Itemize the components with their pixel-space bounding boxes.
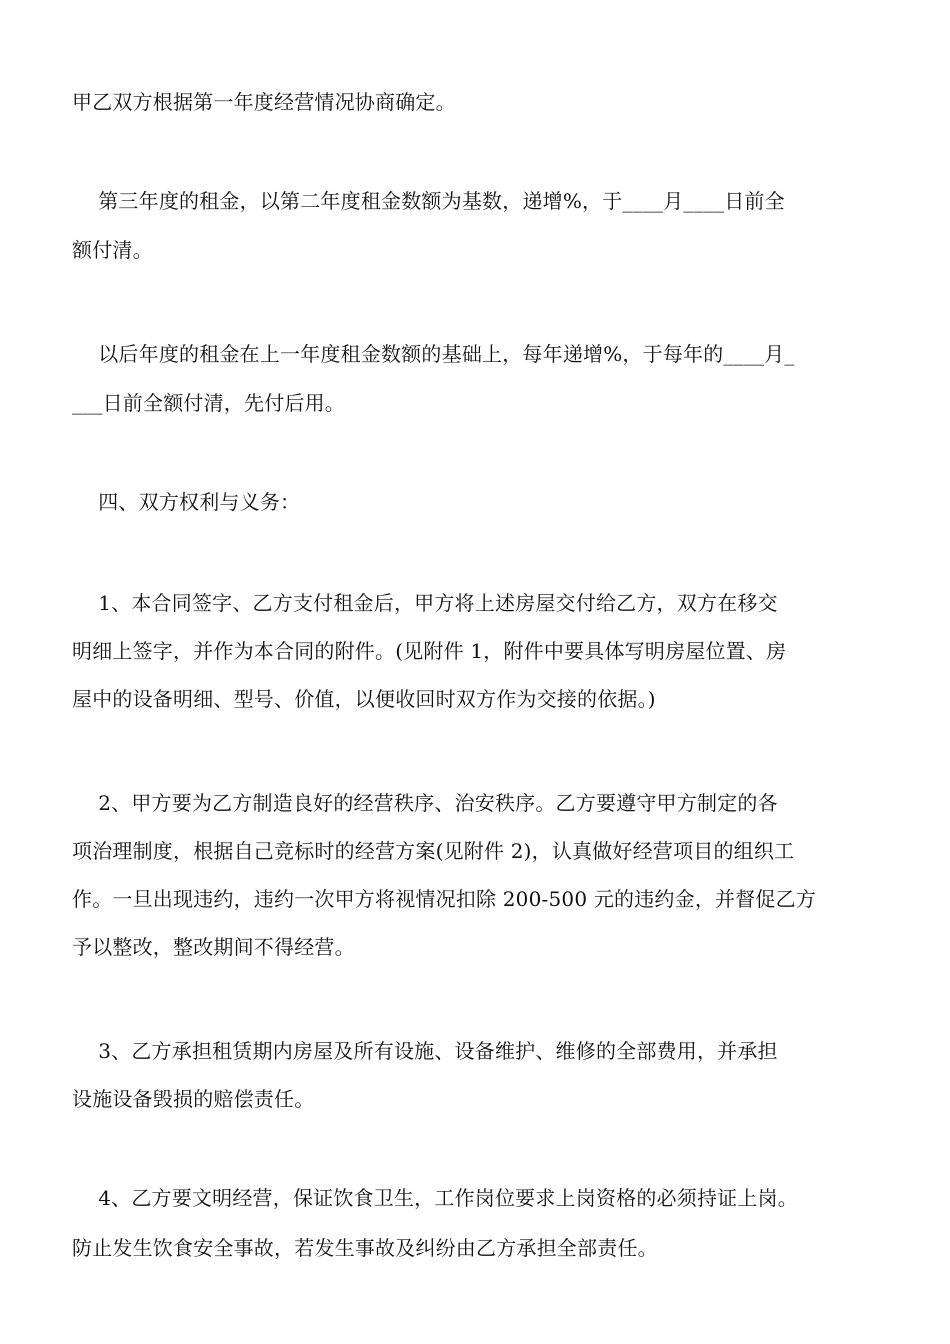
text-line: 第三年度的租金，以第二年度租金数额为基数，递增%，于____月____日前全 (72, 189, 785, 213)
text-line: 予以整改，整改期间不得经营。 (72, 935, 355, 959)
text-line: 1、本合同签字、乙方支付租金后，甲方将上述房屋交付给乙方，双方在移交 (72, 591, 778, 615)
text-line: 4、乙方要文明经营，保证饮食卫生，工作岗位要求上岗资格的必须持证上岗。 (72, 1186, 798, 1210)
text-line: 2、甲方要为乙方制造良好的经营秩序、治安秩序。乙方要遵守甲方制定的各 (72, 791, 778, 815)
section-heading: 四、双方权利与义务： (72, 490, 301, 514)
text-line: 设施设备毁损的赔偿责任。 (72, 1087, 315, 1111)
text-line: 3、乙方承担租赁期内房屋及所有设施、设备维护、维修的全部费用，并承担 (72, 1039, 778, 1063)
text-line: 明细上签字，并作为本合同的附件。(见附件 1，附件中要具体写明房屋位置、房 (72, 639, 787, 663)
text-line: 作。一旦出现违约，违约一次甲方将视情况扣除 200-500 元的违约金，并督促乙方 (72, 887, 817, 911)
text-line: 额付清。 (72, 238, 153, 262)
text-line: 屋中的设备明细、型号、价值，以便收回时双方作为交接的依据。) (72, 687, 656, 711)
text-line: ___日前全额付清，先付后用。 (72, 391, 345, 415)
text-line: 以后年度的租金在上一年度租金数额的基础上，每年递增%，于每年的____月_ (72, 342, 795, 366)
text-line: 甲乙双方根据第一年度经营情况协商确定。 (72, 90, 456, 114)
text-line: 项治理制度，根据自己竞标时的经营方案(见附件 2)，认真做好经营项目的组织工 (72, 839, 795, 863)
text-line: 防止发生饮食安全事故，若发生事故及纠纷由乙方承担全部责任。 (72, 1236, 658, 1260)
